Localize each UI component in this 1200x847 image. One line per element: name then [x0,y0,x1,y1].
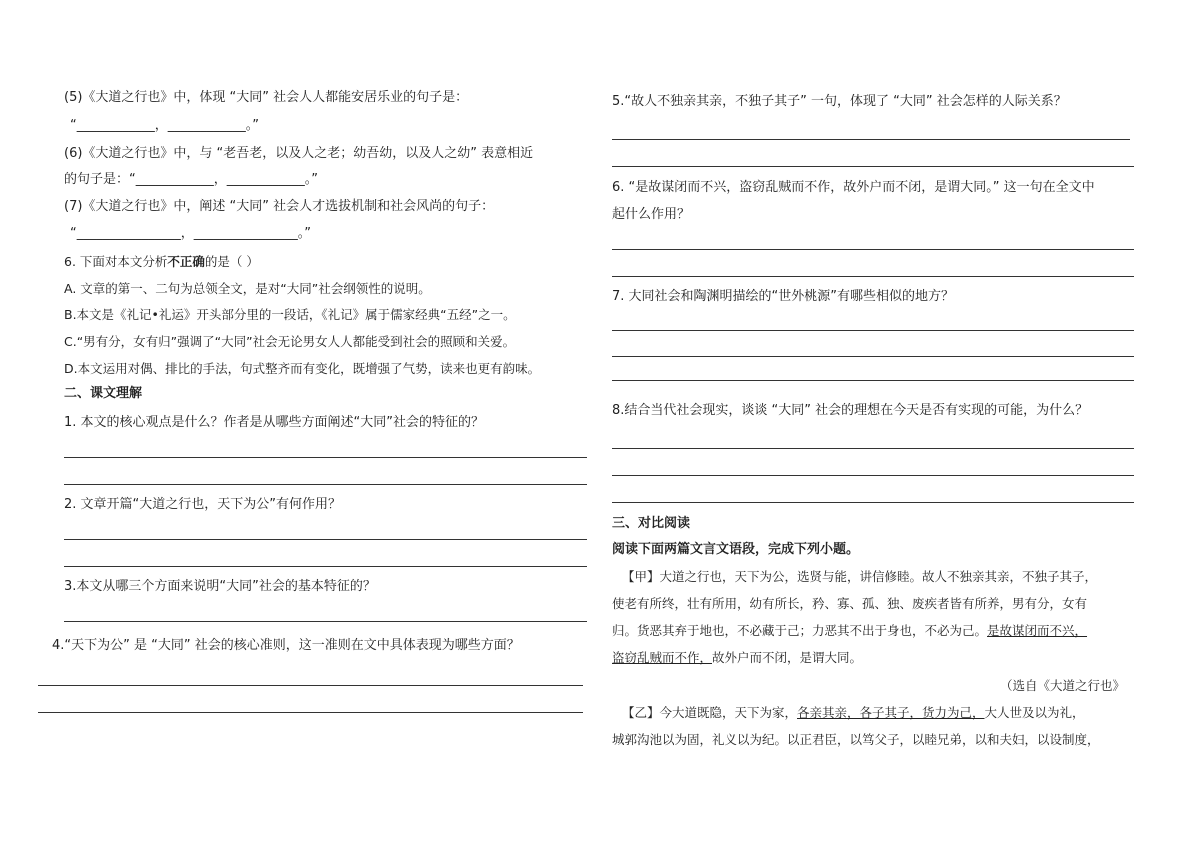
answer-line[interactable] [612,448,1134,449]
answer-line[interactable] [612,249,1134,250]
understanding-q4: 4.“天下为公” 是 “大同” 社会的核心准则，这一准则在文中具体表现为哪些方面？ [52,638,520,653]
understanding-q6-line1: 6. “是故谋闭而不兴，盗窃乱贼而不作，故外户而不闭，是谓大同。” 这一句在全文中 [612,180,1095,195]
passage-jia-line [612,649,862,667]
underlined-phrase: 盗窃乱贼而不作， [612,650,713,665]
section-2-heading: 二、课文理解 [64,386,143,401]
passage-yi-line: 城郭沟池以为固，礼义以为纪。以正君臣，以笃父子，以睦兄弟，以和夫妇，以设制度， [612,732,1100,747]
understanding-q1: 1. 本文的核心观点是什么？作者是从哪些方面阐述“大同”社会的特征的？ [64,415,485,430]
answer-line[interactable] [612,356,1134,357]
reading-instruction: 阅读下面两篇文言文语段，完成下列小题。 [612,542,860,557]
answer-line[interactable] [64,539,587,540]
answer-line[interactable] [64,457,587,458]
underlined-phrase: 各亲其亲，各子其子，货力为己， [797,705,985,720]
mc-question-pre: 6. 下面对本文分析 [64,254,168,269]
understanding-q5: 5.“故人不独亲其亲，不独子其子” 一句，体现了 “大同” 社会怎样的人际关系？ [612,94,1067,109]
question-6-text: (6)《大道之行也》中，与 “老吾老，以及人之老；幼吾幼，以及人之幼” 表意相近 [64,146,534,161]
passage-jia-line: 使老有所终，壮有所用，幼有所长，矜、寡、孤、独、废疾者皆有所养，男有分，女有 [612,596,1088,611]
understanding-q6-line2: 起什么作用？ [612,207,691,222]
passage-yi-text: 大人世及以为礼， [984,705,1085,720]
passage-yi-text: 【乙】今大道既隐，天下为家， [622,705,798,720]
answer-line[interactable] [612,380,1134,381]
answer-line[interactable] [64,566,587,567]
understanding-q7: 7. 大同社会和陶渊明描绘的“世外桃源”有哪些相似的地方？ [612,289,955,304]
answer-line[interactable] [612,166,1134,167]
passage-yi-line [622,704,1085,722]
answer-line[interactable] [64,484,587,485]
mc-question-bold: 不正确 [167,254,205,269]
answer-line[interactable] [612,330,1134,331]
mc-question-post: 的是（ ） [204,254,259,269]
answer-line[interactable] [612,139,1130,140]
mc-question [64,253,259,271]
option-b[interactable]: B.本文是《礼记•礼运》开头部分里的一段话，《礼记》属于儒家经典“五经”之一。 [64,307,516,322]
passage-source: （选自《大道之行也》 [1000,678,1126,693]
understanding-q3: 3.本文从哪三个方面来说明“大同”社会的基本特征的？ [64,579,376,594]
option-a[interactable]: A. 文章的第一、二句为总领全文，是对“大同”社会纲领性的说明。 [64,281,431,296]
answer-line[interactable] [38,685,583,686]
passage-jia-line: 【甲】大道之行也，天下为公，选贤与能，讲信修睦。故人不独亲其亲，不独子其子， [622,569,1098,584]
question-7-blank[interactable]: “________________，________________。” [70,226,311,241]
answer-line[interactable] [612,502,1134,503]
question-5-text: (5)《大道之行也》中，体现 “大同” 社会人人都能安居乐业的句子是： [64,90,469,105]
underlined-phrase: 是故谋闭而不兴， [987,623,1088,638]
question-7-text: (7)《大道之行也》中，阐述 “大同” 社会人才选拔机制和社会风尚的句子： [64,199,495,214]
passage-jia-text: 故外户而不闭，是谓大同。 [712,650,863,665]
option-c[interactable]: C.“男有分，女有归”强调了“大同”社会无论男女人人都能受到社会的照顾和关爱。 [64,334,516,349]
question-5-blank[interactable]: “____________，____________。” [70,118,259,133]
passage-jia-text: 归。货恶其弃于地也，不必藏于己；力恶其不出于身也，不必为己。 [612,623,988,638]
answer-line[interactable] [38,712,583,713]
passage-jia-line [612,622,1087,640]
option-d[interactable]: D.本文运用对偶、排比的手法，句式整齐而有变化，既增强了气势，读来也更有韵味。 [64,361,541,376]
understanding-q2: 2. 文章开篇“大道之行也，天下为公”有何作用？ [64,497,342,512]
answer-line[interactable] [612,276,1134,277]
section-3-heading: 三、对比阅读 [612,516,691,531]
answer-line[interactable] [612,475,1134,476]
answer-line[interactable] [64,621,587,622]
question-6-blank[interactable]: 的句子是：“____________，____________。” [64,172,318,187]
understanding-q8: 8.结合当代社会现实，谈谈 “大同” 社会的理想在今天是否有实现的可能，为什么？ [612,403,1089,418]
